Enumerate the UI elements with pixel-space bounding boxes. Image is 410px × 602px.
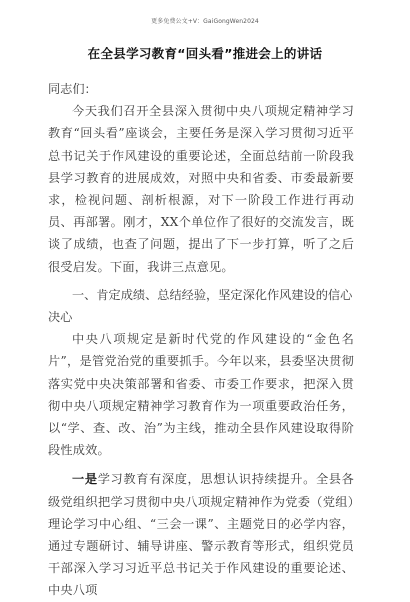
- opening-paragraph: 今天我们召开全县深入贯彻中央八项规定精神学习教育“回头看”座谈会，主要任务是深入学习贯彻习近平总书记关于作风建设的重要论述，全面总结前一阶段我县学习教育的进展成效，对照中央和省委、市委最新要求，检视问题、剖析根源，对下一阶段工作进行再动员、再部署。刚才，XX个单位作了很好的交流发言，既谈了成绩，也查了问题，提出了下一步打算，听了之后很受启发。下面，我讲三点意见。: [48, 104, 354, 274]
- section-one-heading: 一、肯定成绩、总结经验，坚定深化作风建设的信心决心: [48, 287, 353, 325]
- salutation: 同志们：: [48, 82, 97, 96]
- point-one-text: 学习教育有深度，思想认识持续提升。全县各级党组织把学习贯彻中央八项规定精神作为党委（党组）理论学习中心组、“三会一课”、主题党日的必学内容，通过专题研讨、辅导讲座、警示教育等形式，组织党员干部深入学习习近平总书记关于作风建设的重要论述、中央八项: [48, 472, 355, 598]
- document-body: [48, 78, 354, 602]
- point-one-paragraph: [48, 468, 354, 601]
- section-one-paragraph: 中央八项规定是新时代党的作风建设的“金色名片”，是管党治党的重要抓手。今年以来，县委坚决贯彻落实党中央决策部署和省委、市委工作要求，把深入贯彻中央八项规定精神学习教育作为一项重要政治任务，以“学、查、改、治”为主线，推动全县作风建设取得阶段性成效。: [48, 332, 354, 458]
- document-title: 在全县学习教育“回头看”推进会上的讲话: [87, 46, 323, 61]
- point-one-lead: 一是: [72, 472, 98, 487]
- watermark-header: 更多免费公文+V：GaiGongWen2024: [151, 18, 259, 25]
